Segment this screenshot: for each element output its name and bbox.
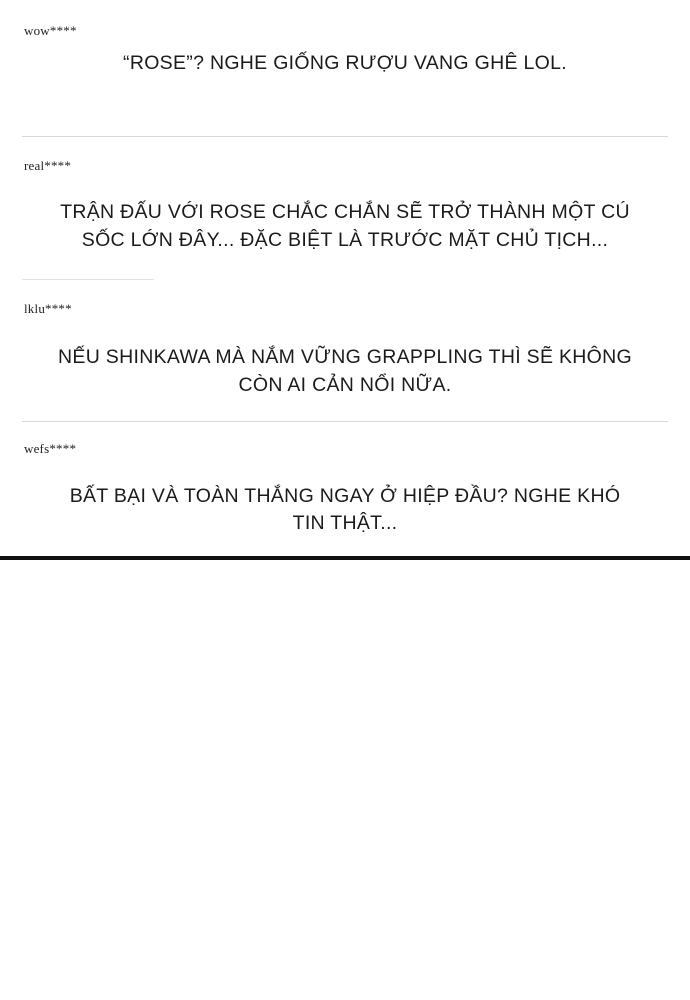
comment-text: “ROSE”? NGHE GIỐNG RƯỢU VANG GHÊ LOL. [123,52,567,75]
spacer [0,399,690,421]
comment-text: BẤT BẠI VÀ TOÀN THẮNG NGAY Ở HIỆP ĐẦU? NGHE KHÓ TIN THẬT... [69,484,621,535]
comment-block [0,137,690,280]
comment-block [0,0,690,137]
comment-username: wefs**** [24,441,77,457]
spacer [0,255,690,279]
comment-username: real**** [24,157,72,173]
comment-text: TRẬN ĐẤU VỚI ROSE CHẮC CHẮN SẼ TRỞ THÀNH MỘT CÚ SỐC LỚN ĐÂY... ĐẶC BIỆT LÀ TRƯỚC MẶT CHỦ TỊCH... [60,201,630,251]
comment-username: lklu**** [24,300,72,316]
comment-block [0,280,690,423]
comment-username: wow**** [24,23,77,38]
comment-block [0,422,690,556]
spacer [0,78,690,136]
comment-text: NẾU SHINKAWA MÀ NẮM VỮNG GRAPPLING THÌ SẼ KHÔNG CÒN AI CẢN NỔI NỮA. [58,345,632,396]
blank-footer-area [0,560,690,1000]
spacer [0,538,690,556]
